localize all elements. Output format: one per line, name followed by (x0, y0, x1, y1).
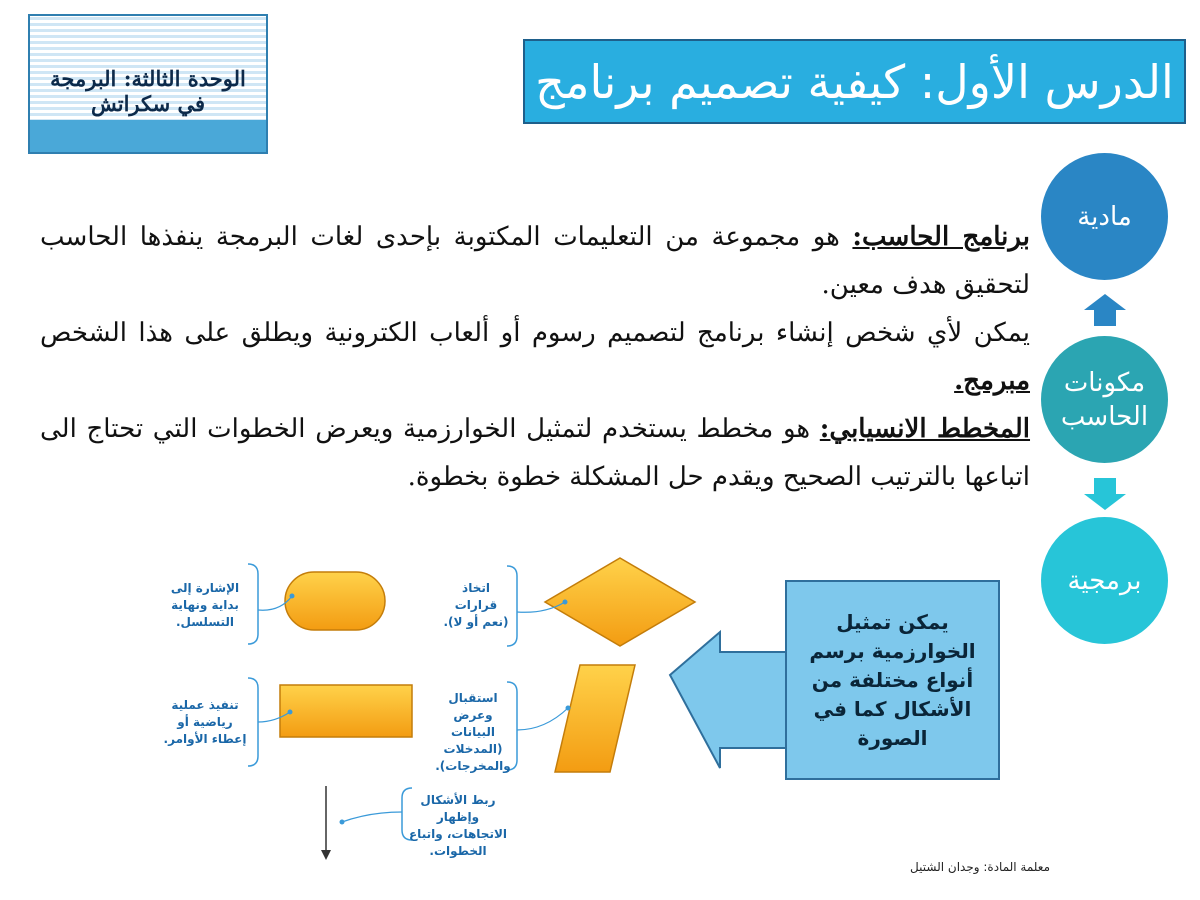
connector-io (517, 708, 568, 730)
circle-software-label: برمجية (1067, 565, 1142, 596)
circle-hardware (1041, 153, 1168, 280)
label-terminal: الإشارة إلى بداية ونهاية التسلسل. (170, 581, 240, 629)
terminal-shape (285, 572, 385, 630)
big-left-arrow-icon (670, 632, 790, 768)
flow-arrowhead-shape (321, 850, 331, 860)
logo-text: الوحدة الثالثة: البرمجة في سكراتش (50, 66, 246, 116)
teacher-credit: معلمة المادة: وجدان الشتيل (910, 860, 1050, 874)
lesson-body (40, 213, 1030, 501)
lesson-title-box (523, 39, 1186, 124)
circle-components-label: مكونات الحاسب (1060, 367, 1149, 432)
arrow-down-icon (1080, 474, 1130, 514)
lesson-title: الدرس الأول: كيفية تصميم برنامج (535, 54, 1174, 109)
arrow-up-icon (1080, 290, 1130, 330)
unit-logo (28, 14, 268, 154)
label-flow-arrow: ربط الأشكال وإظهار الاتجاهات، واتباع الخطوات. (408, 793, 507, 858)
io-shape (555, 665, 635, 772)
term-program: برنامج الحاسب: (852, 222, 1030, 252)
definition-program (40, 213, 1030, 309)
callout-text: يمكن تمثيل الخوارزمية برسم أنواع مختلفة من الأشكال كما في الصورة (809, 609, 976, 750)
definition-flowchart-text: هو مخطط يستخدم لتمثيل الخوارزمية ويعرض الخطوات التي تحتاج الى اتباعها بالترتيب الصحيح ويقدم حل المشكلة خطوة بخطوة. (40, 414, 1030, 492)
circle-software (1041, 517, 1168, 644)
term-flowchart: المخطط الانسيابي: (819, 414, 1031, 444)
connector-arrow (342, 812, 402, 822)
definition-program-text: هو مجموعة من التعليمات المكتوبة بإحدى لغات البرمجة ينفذها الحاسب لتحقيق هدف معين. (40, 222, 1030, 300)
circle-hardware-label: مادية (1077, 201, 1132, 232)
shapes-callout-box (785, 580, 1000, 780)
definition-flowchart (40, 405, 1030, 501)
circle-computer-components (1041, 336, 1168, 463)
definition-programmer-text: يمكن لأي شخص إنشاء برنامج لتصميم رسوم أو ألعاب الكترونية ويطلق على هذا الشخص (40, 318, 1030, 348)
definition-programmer (40, 309, 1030, 405)
process-shape (280, 685, 412, 737)
term-programmer: مبرمج. (954, 366, 1030, 396)
label-process: تنفيذ عملية رياضية أو إعطاء الأوامر. (163, 698, 247, 746)
logo-band (30, 120, 266, 152)
label-decision: اتخاذ قرارات (نعم أو لا). (443, 581, 509, 629)
label-io: استقبال وعرض البيانات (المدخلات والمخرجات). (435, 691, 511, 773)
